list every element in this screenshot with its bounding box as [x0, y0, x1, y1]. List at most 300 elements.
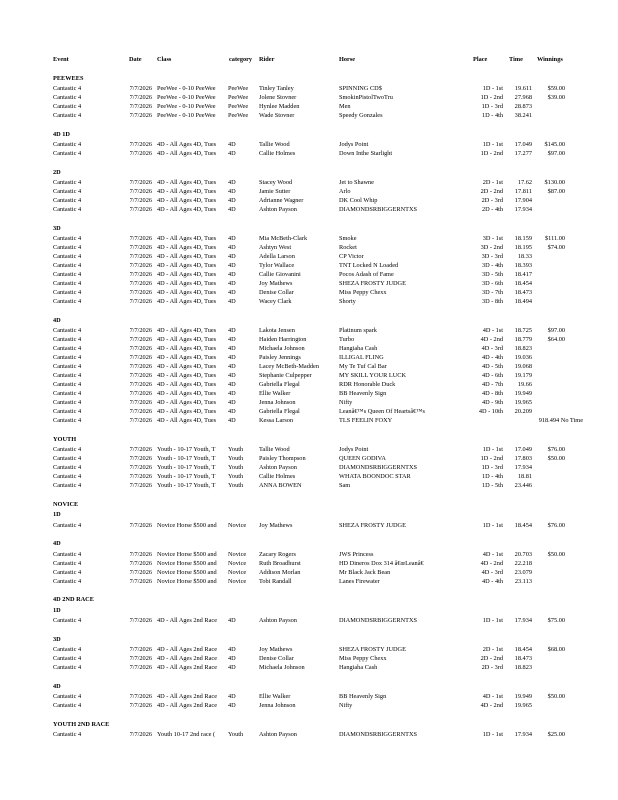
event-cell: Cantastic 4: [53, 354, 82, 361]
horse-cell: SPINNING CD$: [339, 85, 382, 92]
event-cell: Cantastic 4: [53, 417, 82, 424]
place-cell: 4D - 8th: [482, 390, 503, 397]
section-heading: YOUTH 2ND RACE: [53, 720, 110, 728]
horse-cell: ILLIGAL FLING: [339, 354, 384, 361]
category-cell: 4D: [228, 408, 236, 415]
table-row: [53, 270, 583, 279]
section-spacer: [53, 214, 583, 224]
horse-cell: My Te Tuf Cal Bar: [339, 363, 387, 370]
class-cell: Youth 10-17 2nd race (: [157, 731, 216, 738]
class-cell: 4D - All Ages 2nd Race: [157, 664, 217, 671]
rider-cell: Adella Larson: [259, 253, 295, 260]
category-cell: Youth: [228, 446, 244, 453]
table-row: [53, 335, 583, 344]
place-cell: 2D - 2nd: [480, 655, 503, 662]
class-cell: Youth - 10-17 Youth, T: [157, 482, 216, 489]
section-heading: PEEWEES: [53, 74, 84, 82]
time-header: Time: [509, 56, 523, 63]
section-heading: 4D 1D: [53, 130, 70, 138]
event-cell: Cantastic 4: [53, 141, 82, 148]
category-cell: 4D: [228, 327, 236, 334]
date-cell: 7/7/2026: [129, 85, 152, 92]
table-row: [53, 326, 583, 335]
horse-cell: SHEZA FROSTY JUDGE: [339, 646, 406, 653]
category-cell: Youth: [228, 473, 244, 480]
category-cell: 4D: [228, 271, 236, 278]
event-cell: Cantastic 4: [53, 381, 82, 388]
table-row: [53, 692, 583, 701]
class-cell: Youth - 10-17 Youth, T: [157, 455, 216, 462]
date-cell: 7/7/2026: [129, 655, 152, 662]
winnings-cell: $50.00: [547, 550, 565, 558]
class-cell: 4D - All Ages 4D, Tues: [157, 345, 217, 352]
section-heading: 4D 2ND RACE: [53, 596, 94, 603]
section-spacer: [53, 120, 583, 130]
horse-cell: Nifty: [339, 702, 353, 709]
horse-cell: SmokinPistolTwoTru: [339, 94, 393, 101]
date-cell: 7/7/2026: [129, 417, 152, 424]
rider-cell: Lacey McBeth-Madden: [259, 363, 319, 370]
event-cell: Cantastic 4: [53, 206, 82, 213]
place-cell: 4D - 2nd: [480, 559, 503, 567]
section-spacer: [53, 158, 583, 168]
rider-cell: Denise Collar: [259, 655, 294, 662]
time-cell: 17.934: [514, 731, 532, 738]
place-cell: 4D - 4th: [482, 577, 503, 585]
rider-cell: Callie Holmes: [259, 473, 296, 480]
rider-cell: Stacey Wood: [259, 179, 293, 186]
class-cell: PeeWee - 0-10 PeeWee: [157, 85, 216, 92]
class-cell: 4D - All Ages 4D, Tues: [157, 235, 217, 242]
category-cell: 4D: [228, 336, 236, 343]
section-spacer: [53, 586, 583, 596]
event-cell: Cantastic 4: [53, 577, 82, 585]
place-cell: 1D - 5th: [482, 482, 503, 489]
time-cell: 18.454: [514, 521, 532, 529]
category-cell: 4D: [228, 188, 236, 195]
horse-cell: Rocket: [339, 244, 357, 251]
time-cell: 23.113: [514, 577, 532, 585]
event-cell: Cantastic 4: [53, 617, 82, 624]
event-header: Event: [53, 56, 69, 63]
section-heading: 1D: [53, 606, 61, 614]
horse-cell: BB Heavenly Sign: [339, 390, 387, 397]
date-cell: 7/7/2026: [129, 253, 152, 260]
table-row: [53, 261, 583, 270]
time-cell: 18.454: [514, 646, 532, 653]
place-cell: 1D - 2nd: [480, 94, 503, 101]
rider-cell: Adrianne Wagner: [259, 197, 304, 204]
place-cell: 1D - 1st: [482, 731, 503, 738]
rider-cell: Joy Mathews: [259, 521, 293, 529]
class-cell: 4D - All Ages 4D, Tues: [157, 188, 217, 195]
place-cell: 1D - 1st: [482, 141, 503, 148]
rider-cell: Ashton Payson: [259, 206, 297, 213]
category-cell: 4D: [228, 381, 236, 388]
place-cell: 4D - 2nd: [480, 336, 503, 343]
table-row: [53, 353, 583, 362]
date-cell: 7/7/2026: [129, 390, 152, 397]
class-cell: Youth - 10-17 Youth, T: [157, 446, 216, 453]
time-cell: 22.218: [514, 559, 532, 567]
section-spacer: [53, 64, 583, 74]
class-cell: Novice Horse $500 and: [157, 577, 217, 585]
category-cell: 4D: [228, 399, 236, 406]
date-cell: 7/7/2026: [129, 354, 152, 361]
place-cell: 3D - 8th: [482, 298, 503, 305]
class-cell: 4D - All Ages 4D, Tues: [157, 363, 217, 370]
class-cell: 4D - All Ages 4D, Tues: [157, 399, 217, 406]
event-cell: Cantastic 4: [53, 664, 82, 671]
horse-cell: Smoke: [339, 235, 357, 242]
date-header: Date: [129, 56, 142, 63]
event-cell: Cantastic 4: [53, 455, 82, 462]
class-cell: 4D - All Ages 4D, Tues: [157, 179, 217, 186]
category-cell: 4D: [228, 354, 236, 361]
category-cell: 4D: [228, 655, 236, 662]
event-cell: Cantastic 4: [53, 731, 82, 738]
rider-cell: Ashton Payson: [259, 731, 297, 738]
place-cell: 1D - 1st: [482, 446, 503, 453]
rider-cell: Paisley Jennings: [259, 354, 301, 361]
time-cell: 28.873: [514, 103, 532, 110]
table-row: [53, 187, 583, 196]
rider-cell: Callie Giovanini: [259, 271, 301, 278]
category-cell: 4D: [228, 206, 236, 213]
rider-cell: Mia McBeth-Clark: [259, 235, 308, 242]
place-cell: 3D - 5th: [482, 271, 503, 278]
section-spacer: [53, 425, 583, 435]
time-cell: 18.33: [517, 253, 532, 260]
date-cell: 7/7/2026: [129, 336, 152, 343]
class-cell: Youth - 10-17 Youth, T: [157, 464, 216, 471]
rider-cell: Ashton Payson: [259, 464, 297, 471]
date-cell: 7/7/2026: [129, 693, 152, 700]
category-cell: PeeWee: [228, 85, 249, 92]
date-cell: 7/7/2026: [129, 141, 152, 148]
time-cell: 17.803: [514, 455, 532, 462]
time-cell: 19.965: [514, 702, 532, 709]
table-row: [53, 111, 583, 120]
place-cell: 2D - 3rd: [481, 197, 503, 204]
section-spacer: [53, 306, 583, 316]
event-cell: Cantastic 4: [53, 327, 82, 334]
event-cell: Cantastic 4: [53, 550, 82, 558]
section-spacer: [53, 672, 583, 682]
place-cell: 4D - 1st: [482, 693, 503, 700]
horse-cell: WHATA BOONDOC STAR: [339, 473, 411, 480]
date-cell: 7/7/2026: [129, 372, 152, 379]
place-cell: 4D - 7th: [482, 381, 503, 388]
horse-cell: DIAMONDSRBIGGERNTXS: [339, 617, 418, 624]
horse-cell: Leanâ€™s Queen Of Heartsâ€™s: [339, 408, 425, 415]
category-cell: PeeWee: [228, 112, 249, 119]
time-cell: 18.725: [514, 327, 532, 334]
rider-cell: Tinley Tanley: [259, 85, 294, 92]
date-cell: 7/7/2026: [129, 559, 152, 567]
winnings-cell: $111.00: [545, 235, 565, 242]
place-cell: 1D - 4th: [482, 112, 503, 119]
class-cell: 4D - All Ages 4D, Tues: [157, 206, 217, 213]
class-cell: Youth - 10-17 Youth, T: [157, 473, 216, 480]
header-row: [53, 55, 583, 64]
time-cell: 17.904: [514, 197, 532, 204]
place-cell: 3D - 7th: [482, 289, 503, 296]
class-cell: Novice Horse $500 and: [157, 521, 217, 529]
horse-cell: CP Victor: [339, 253, 364, 260]
time-cell: 19.179: [514, 372, 532, 379]
time-cell: 17.934: [514, 206, 532, 213]
rider-cell: Gabriella Flegal: [259, 408, 300, 415]
place-cell: 4D - 3rd: [481, 345, 503, 352]
date-cell: 7/7/2026: [129, 521, 152, 529]
winnings-cell: $87.00: [547, 188, 565, 195]
winnings-cell: $76.00: [547, 521, 565, 529]
rider-cell: Addison Morlan: [259, 568, 301, 576]
category-cell: 4D: [228, 244, 236, 251]
event-cell: Cantastic 4: [53, 693, 82, 700]
table-row: [53, 616, 583, 625]
rider-cell: Jamie Sutter: [259, 188, 291, 195]
event-cell: Cantastic 4: [53, 646, 82, 653]
place-cell: 4D - 5th: [482, 363, 503, 370]
date-cell: 7/7/2026: [129, 482, 152, 489]
place-cell: 3D - 2nd: [480, 244, 503, 251]
class-cell: 4D - All Ages 4D, Tues: [157, 408, 217, 415]
winnings-cell: $130.00: [544, 179, 565, 186]
category-header: category: [229, 56, 253, 63]
horse-cell: Turbo: [339, 336, 355, 343]
category-cell: 4D: [228, 150, 236, 157]
category-cell: 4D: [228, 363, 236, 370]
table-row: [53, 550, 583, 559]
section-heading: NOVICE: [53, 500, 79, 508]
table-row: [53, 407, 583, 416]
winnings-header: Winnings: [537, 56, 563, 63]
rider-cell: Haiden Harrington: [259, 336, 307, 343]
date-cell: 7/7/2026: [129, 188, 152, 195]
date-cell: 7/7/2026: [129, 94, 152, 101]
place-header: Place: [473, 56, 488, 63]
table-row: [53, 279, 583, 288]
place-cell: 2D - 3rd: [481, 664, 503, 671]
time-cell: 20.703: [514, 550, 532, 558]
horse-cell: BB Heavenly Sign: [339, 693, 387, 700]
time-cell: 17.811: [514, 188, 532, 195]
horse-cell: SHEZA FROSTY JUDGE: [339, 521, 406, 529]
event-cell: Cantastic 4: [53, 112, 82, 119]
time-cell: 18.393: [514, 262, 532, 269]
class-cell: 4D - All Ages 4D, Tues: [157, 253, 217, 260]
time-cell: 18.417: [514, 271, 532, 278]
table-row: [53, 362, 583, 371]
place-cell: 1D - 2nd: [480, 150, 503, 157]
date-cell: 7/7/2026: [129, 408, 152, 415]
place-cell: 3D - 1st: [482, 235, 503, 242]
horse-cell: Miss Peppy Chexx: [339, 289, 387, 296]
date-cell: 7/7/2026: [129, 363, 152, 370]
section-spacer: [53, 710, 583, 720]
event-cell: Cantastic 4: [53, 179, 82, 186]
time-cell: 18.494: [514, 298, 532, 305]
time-cell: 18.81: [517, 473, 532, 480]
class-cell: 4D - All Ages 4D, Tues: [157, 327, 217, 334]
date-cell: 7/7/2026: [129, 327, 152, 334]
date-cell: 7/7/2026: [129, 271, 152, 278]
horse-cell: Jet to Shawne: [339, 179, 374, 186]
rider-cell: Ellie Walker: [259, 693, 291, 700]
horse-cell: TNT Locked N Loaded: [339, 262, 399, 269]
class-cell: Novice Horse $500 and: [157, 568, 217, 576]
class-cell: 4D - All Ages 4D, Tues: [157, 336, 217, 343]
rider-cell: ANNA BOWEN: [259, 482, 302, 489]
winnings-cell: $50.00: [547, 693, 565, 700]
horse-cell: Pocos Adash of Fame: [339, 271, 394, 278]
class-cell: 4D - All Ages 2nd Race: [157, 693, 217, 700]
class-cell: 4D - All Ages 4D, Tues: [157, 244, 217, 251]
place-cell: 4D - 10th: [478, 408, 503, 415]
place-cell: 1D - 1st: [482, 521, 503, 529]
time-cell: 19.965: [514, 399, 532, 406]
place-cell: 2D - 1st: [482, 179, 503, 186]
table-row: [53, 559, 583, 568]
class-cell: 4D - All Ages 4D, Tues: [157, 262, 217, 269]
rider-cell: Stephanie Culpepper: [259, 372, 312, 379]
class-cell: 4D - All Ages 4D, Tues: [157, 417, 217, 424]
event-cell: Cantastic 4: [53, 372, 82, 379]
time-cell: 19.068: [514, 363, 532, 370]
time-cell: 19.611: [514, 85, 532, 92]
class-cell: Novice Horse $500 and: [157, 559, 217, 567]
event-cell: Cantastic 4: [53, 363, 82, 370]
place-cell: 3D - 4th: [482, 262, 503, 269]
event-cell: Cantastic 4: [53, 150, 82, 157]
date-cell: 7/7/2026: [129, 280, 152, 287]
horse-cell: Nifty: [339, 399, 353, 406]
event-cell: Cantastic 4: [53, 464, 82, 471]
section-heading: 1D: [53, 511, 61, 518]
time-cell: 18.159: [514, 235, 532, 242]
event-cell: Cantastic 4: [53, 408, 82, 415]
date-cell: 7/7/2026: [129, 731, 152, 738]
rider-cell: Denise Collar: [259, 289, 294, 296]
horse-cell: Jodys Point: [339, 446, 369, 453]
rider-cell: Hynlee Madden: [259, 103, 300, 110]
class-cell: 4D - All Ages 4D, Tues: [157, 271, 217, 278]
table-row: [53, 521, 583, 530]
rider-cell: Tylor Wallace: [259, 262, 295, 269]
rider-cell: Ruth Broadhurst: [259, 559, 301, 567]
date-cell: 7/7/2026: [129, 568, 152, 576]
table-row: [53, 389, 583, 398]
table-row: [53, 701, 583, 710]
time-cell: 17.62: [517, 179, 532, 186]
horse-cell: DIAMONDSRBIGGERNTXS: [339, 464, 418, 471]
category-cell: 4D: [228, 693, 236, 700]
time-cell: 18.823: [514, 664, 532, 671]
time-cell: 38.241: [514, 112, 532, 119]
table-row: [53, 472, 583, 481]
rider-cell: Joy Mathews: [259, 280, 293, 287]
category-cell: 4D: [228, 617, 236, 624]
event-cell: Cantastic 4: [53, 94, 82, 101]
rider-cell: Wacey Clark: [259, 298, 292, 305]
place-cell: 4D - 3rd: [481, 568, 503, 576]
category-cell: 4D: [228, 280, 236, 287]
event-cell: Cantastic 4: [53, 253, 82, 260]
place-cell: 1D - 2nd: [480, 455, 503, 462]
category-cell: Youth: [228, 464, 244, 471]
class-cell: 4D - All Ages 4D, Tues: [157, 381, 217, 388]
class-cell: 4D - All Ages 4D, Tues: [157, 150, 217, 157]
place-cell: 1D - 3rd: [481, 464, 503, 471]
class-cell: 4D - All Ages 4D, Tues: [157, 280, 217, 287]
table-row: [53, 252, 583, 261]
horse-cell: JWS Princess: [339, 550, 374, 558]
category-cell: Youth: [228, 482, 244, 489]
horse-cell: Jodys Point: [339, 141, 369, 148]
date-cell: 7/7/2026: [129, 381, 152, 388]
table-row: [53, 454, 583, 463]
date-cell: 7/7/2026: [129, 150, 152, 157]
horse-cell: Hangiaha Cash: [339, 664, 378, 671]
time-cell: 27.968: [514, 94, 532, 101]
horse-cell: DIAMONDSRBIGGERNTXS: [339, 731, 418, 738]
date-cell: 7/7/2026: [129, 289, 152, 296]
horse-cell: Mr Black Jack Bean: [339, 568, 391, 576]
horse-cell: Arlo: [339, 188, 351, 195]
horse-cell: DK Cool Whip: [339, 197, 378, 204]
winnings-cell: $74.00: [547, 244, 565, 251]
event-cell: Cantastic 4: [53, 197, 82, 204]
date-cell: 7/7/2026: [129, 399, 152, 406]
table-row: [53, 445, 583, 454]
category-cell: 4D: [228, 417, 236, 424]
table-row: [53, 344, 583, 353]
table-row: [53, 178, 583, 187]
category-cell: Youth: [228, 731, 244, 738]
horse-cell: Sam: [339, 482, 351, 489]
place-cell: 2D - 4th: [482, 206, 503, 213]
event-cell: Cantastic 4: [53, 244, 82, 251]
section-heading: 4D: [53, 682, 61, 690]
winnings-cell: $145.00: [544, 141, 565, 148]
horse-cell: Lanes Firewater: [339, 577, 380, 585]
section-heading: 3D: [53, 224, 61, 232]
event-cell: Cantastic 4: [53, 521, 82, 529]
date-cell: 7/7/2026: [129, 345, 152, 352]
category-cell: Youth: [228, 455, 244, 462]
place-cell: 1D - 3rd: [481, 103, 503, 110]
horse-cell: RDR Honorable Duck: [339, 381, 396, 388]
horse-cell: DIAMONDSRBIGGERNTXS: [339, 206, 418, 213]
time-cell: 19.949: [514, 693, 532, 700]
horse-cell: Down Inthe Starlight: [339, 150, 393, 157]
table-row: [53, 730, 583, 739]
event-cell: Cantastic 4: [53, 345, 82, 352]
event-cell: Cantastic 4: [53, 473, 82, 480]
table-row: [53, 380, 583, 389]
rider-cell: Lakota Jensen: [259, 327, 295, 334]
rider-cell: Joy Mathews: [259, 646, 293, 653]
winnings-cell: $64.00: [547, 336, 565, 343]
horse-cell: MY SKILL YOUR LUCK: [339, 372, 406, 379]
section-heading: 2D: [53, 168, 61, 176]
horse-cell: Men: [339, 103, 351, 110]
rider-cell: Zacary Rogers: [259, 550, 296, 558]
time-cell: 20.209: [514, 408, 532, 415]
place-cell: 4D - 1st: [482, 327, 503, 334]
